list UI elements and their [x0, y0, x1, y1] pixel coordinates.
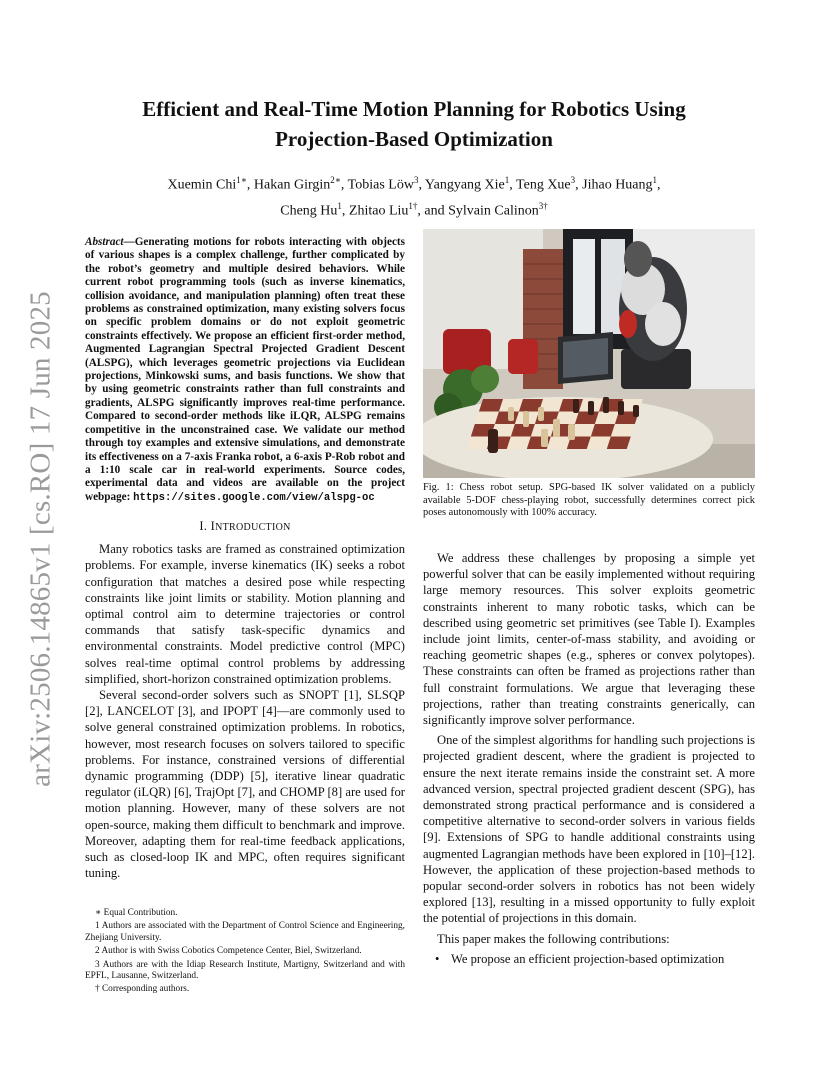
chess-robot-photo — [423, 229, 755, 478]
footnote-affiliation-2: 2 Author is with Swiss Cobotics Competence Center, Biel, Switzerland. — [95, 946, 362, 957]
section-heading-introduction: I. INTRODUCTION — [199, 519, 291, 534]
footnote-equal-contribution: ∗ Equal Contribution. — [95, 908, 178, 918]
abstract-text: —Generating motions for robots interacting with objects of various shapes is a complex challenge, further complicated by the robot’s geometry and multiple desired behaviors. While current robot programming tools (such as inverse kinematics, collision avoidance, and manipulation planning) often treat these problems as constrained optimization, many existing solvers focus on specific problem domains or do not exploit geometric constraints effectively. We propose an efficient first-order method, Augmented Lagrangian Spectral Projected Gradient Descent (ALSPG), which leverages geometric projections via Euclidean projections, Minkowski sums, and basis functions. We show that by using geometric constraints rather than full constraints and gradients, ALSPG significantly improves real-time performance. Compared to second-order methods like iLQR, ALSPG remains competitive in the unconstrained case. We validate our method through toy examples and extensive simulations, and demonstrate its effectiveness on a 7-axis Franka robot, a 6-axis P-Rob robot and a 1:10 scale car in real-world experiments. Source codes, experimental data and videos are available on the project webpage: — [85, 236, 405, 503]
contributions-intro: This paper makes the following contributions: — [437, 931, 670, 946]
bullet-icon: • — [435, 951, 440, 966]
intro-paragraph-2: Several second-order solvers such as SNOPT [1], SLSQP [2], LANCELOT [3], and IPOPT [4]—are commonly used to solve general constrained optimization problems. In robotics, however, most research focuses on solvers tailored to specific problems. For instance, constrained versions of differential dynamic programming (DDP) [5], iterative linear quadratic regulator (iLQR) [6], TrajOpt [7], and CHOMP [8] are used for motion planning. However, many of these solvers are not open-source, making them difficult to benchmark and improve. Moreover, adapting them for real-time feedback applications, such as closed-loop IK and MPC, often requires significant tuning. — [85, 687, 405, 881]
footnotes — [85, 908, 405, 998]
contribution-bullet-1 — [423, 951, 755, 967]
abstract-label: Abstract — [85, 236, 124, 248]
chess-robot-illustration — [423, 229, 755, 478]
author-line-1: Xuemin Chi$^{1∗}$, Hakan Girgin$^{2∗}$, Tobias Löw$^3$, Yangyang Xie$^1$, Teng Xue$^3$, Jihao Huang$^1$, — [167, 175, 661, 193]
arxiv-identifier-text: arXiv:2506.14865v1 [cs.RO] 17 Jun 2025 — [24, 291, 57, 787]
abstract — [85, 236, 405, 505]
paper-title: Efficient and Real-Time Motion Planning for Robotics Using Projection-Based Optimization — [142, 97, 686, 151]
project-webpage-link[interactable]: https://sites.google.com/view/alspg-oc — [133, 491, 375, 504]
left-column — [85, 236, 405, 881]
right-column — [423, 550, 755, 967]
footnote-affiliation-3: 3 Authors are with the Idiap Research Institute, Martigny, Switzerland and with EPFL, Lausanne, Switzerland. — [85, 959, 405, 982]
footnote-affiliation-1: 1 Authors are associated with the Department of Control Science and Engineering, Zhejiang University. — [85, 921, 405, 943]
arxiv-identifier-stamp — [17, 291, 65, 787]
contribution-bullet-text: We propose an efficient projection-based optimization — [451, 951, 725, 966]
figure-caption: Fig. 1: Chess robot setup. SPG-based IK solver validated on a publicly available 5-DOF chess-playing robot, successfully determines correct pick poses autonomously with 100% accuracy. — [423, 482, 755, 519]
intro-paragraph-4: One of the simplest algorithms for handling such projections is projected gradient descent, where the gradient is projected to ensure the next iterate remains inside the constraint set. A more advanced version, spectral projected gradient descent (SPG), has demonstrated strong practical performance and is considered a competitive alternative to second-order solvers in various fields [9]. Extensions of SPG to handle additional constraints using augmented Lagrangian methods have been explored in [10]–[12]. However, the application of these projection-based methods to popular second-order solvers in robotics has not been widely explored [13], resulting in a missed opportunity to fully exploit the potential of projections in this domain. — [423, 733, 755, 926]
author-list — [100, 170, 728, 221]
intro-paragraph-1: Many robotics tasks are framed as constrained optimization problems. For example, inverse kinematics (IK) seeks a robot configuration that matches a desired pose while respecting constraints like joint limits or stability. Motion planning and optimal control aim to determine trajectories or control commands that satisfy task-specific dynamics and environmental constraints. Model predictive control (MPC) solves real-time optimal control problems by addressing simplified, short-horizon constrained optimization problems. — [85, 542, 405, 686]
footnote-corresponding: † Corresponding authors. — [95, 984, 190, 995]
author-line-2: Cheng Hu$^1$, Zhitao Liu$^{1\dagger}$, and Sylvain Calinon$^{3\dagger}$ — [280, 200, 548, 219]
intro-paragraph-3: We address these challenges by proposing a simple yet powerful solver that can be easily implemented without requiring large memory resources. This solver exploits geometric constraints inherent to many robotic tasks, which can be described using geometric set primitives (see Table I). Examples include joint limits, center-of-mass stability, and avoiding or reaching geometric shapes (e.g., spheres or convex polytopes). These constraints can often be framed as projections rather than full constraint formulations. We argue that leveraging these projections, rather than treating constraints generically, can significantly improve solver performance. — [423, 551, 755, 728]
